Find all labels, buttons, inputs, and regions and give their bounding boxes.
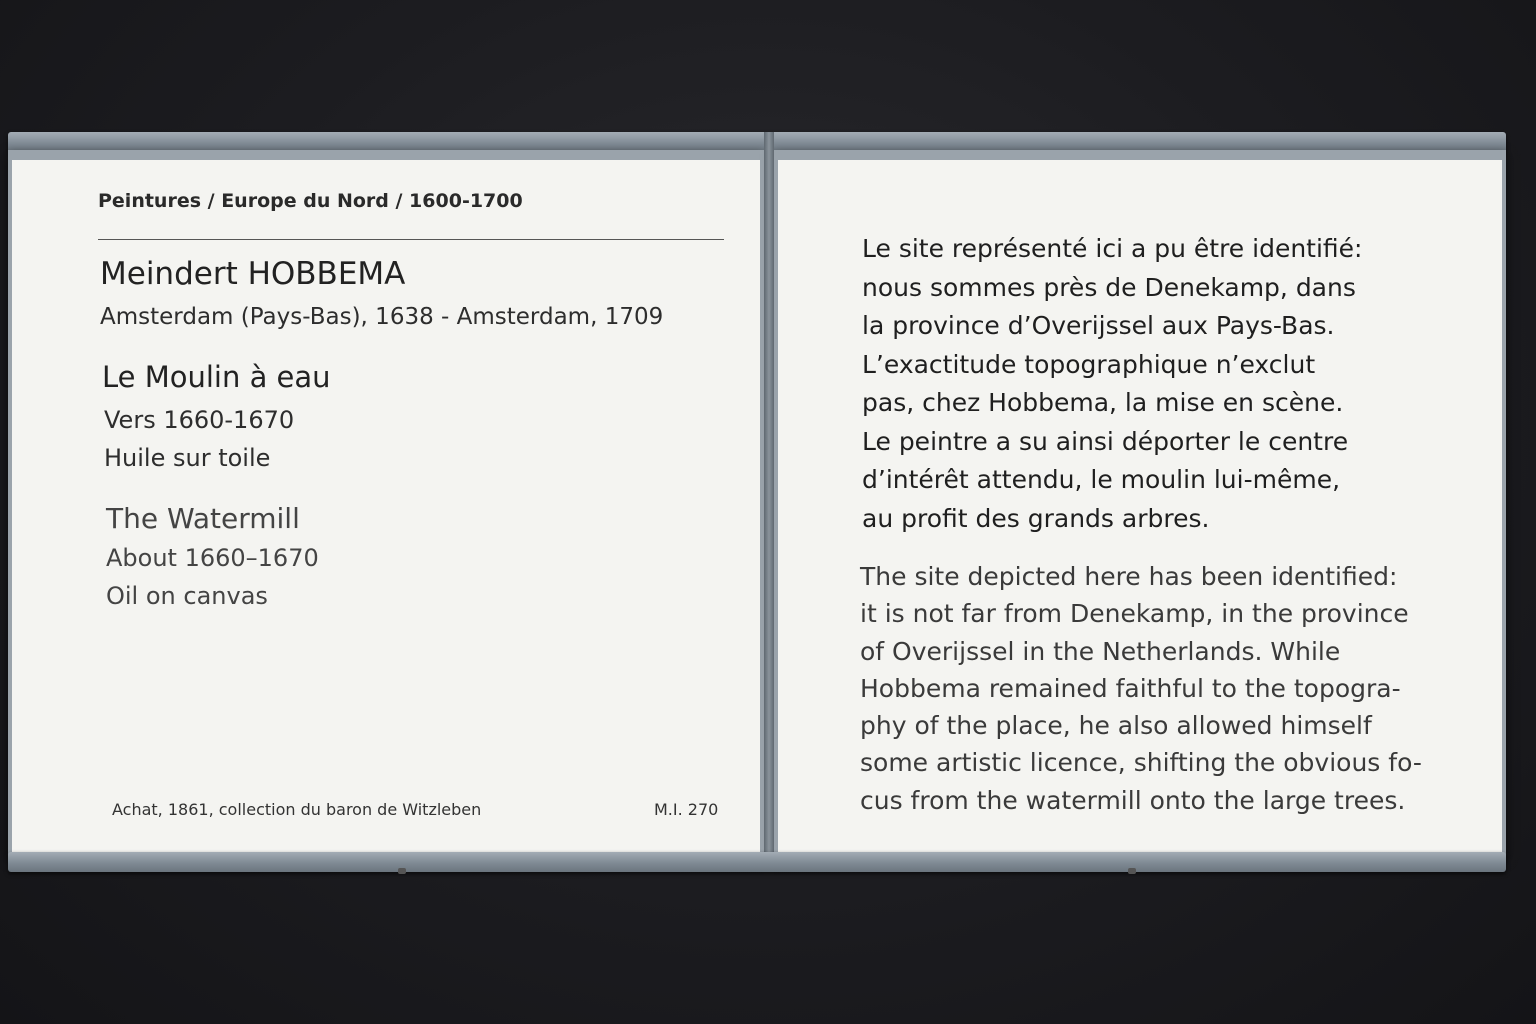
description-fr xyxy=(862,230,1482,538)
inventory-number: M.I. 270 xyxy=(654,800,719,819)
description-fr-line: d’intérêt attendu, le moulin lui-même, xyxy=(862,465,1341,494)
artwork-date-fr: Vers 1660-1670 xyxy=(104,406,295,434)
bottom-mounting-rail xyxy=(8,852,1506,872)
description-en-line: it is not far from Denekamp, in the province xyxy=(860,599,1409,629)
description-label-card xyxy=(778,160,1502,852)
collection-breadcrumb: Peintures / Europe du Nord / 1600-1700 xyxy=(98,190,523,212)
description-fr-line: pas, chez Hobbema, la mise en scène. xyxy=(862,388,1344,417)
header-divider-line xyxy=(98,239,724,240)
description-en xyxy=(860,558,1490,819)
description-fr-line: Le site représenté ici a pu être identifié: xyxy=(862,234,1363,263)
description-en-line: phy of the place, he also allowed himself xyxy=(860,711,1372,741)
description-en-line: cus from the watermill onto the large trees. xyxy=(860,785,1406,815)
description-en-line: of Overijssel in the Netherlands. While xyxy=(860,636,1341,666)
artwork-date-en: About 1660–1670 xyxy=(106,544,319,572)
acquisition-credit: Achat, 1861, collection du baron de Witzleben xyxy=(112,800,482,819)
center-divider xyxy=(764,132,774,872)
artwork-title-fr: Le Moulin à eau xyxy=(102,360,331,394)
artwork-medium-fr: Huile sur toile xyxy=(104,444,271,472)
artwork-label-card xyxy=(12,160,760,852)
artist-name: Meindert HOBBEMA xyxy=(100,256,406,292)
artist-life-dates: Amsterdam (Pays-Bas), 1638 - Amsterdam, 1709 xyxy=(100,304,664,330)
description-fr-line: L’exactitude topographique n’exclut xyxy=(862,349,1316,379)
description-fr-line: Le peintre a su ainsi déporter le centre xyxy=(862,426,1349,456)
mounting-screw xyxy=(398,868,406,874)
description-fr-line: au profit des grands arbres. xyxy=(862,503,1210,533)
description-en-line: The site depicted here has been identified: xyxy=(860,562,1398,591)
artwork-medium-en: Oil on canvas xyxy=(106,582,268,610)
description-fr-line: la province d’Overijssel aux Pays-Bas. xyxy=(862,311,1335,340)
mounting-screw xyxy=(1128,868,1136,874)
description-fr-line: nous sommes près de Denekamp, dans xyxy=(862,272,1356,302)
artwork-title-en: The Watermill xyxy=(106,502,300,535)
description-en-line: Hobbema remained faithful to the topogra- xyxy=(860,673,1401,703)
description-en-line: some artistic licence, shifting the obvious fo- xyxy=(860,748,1422,778)
